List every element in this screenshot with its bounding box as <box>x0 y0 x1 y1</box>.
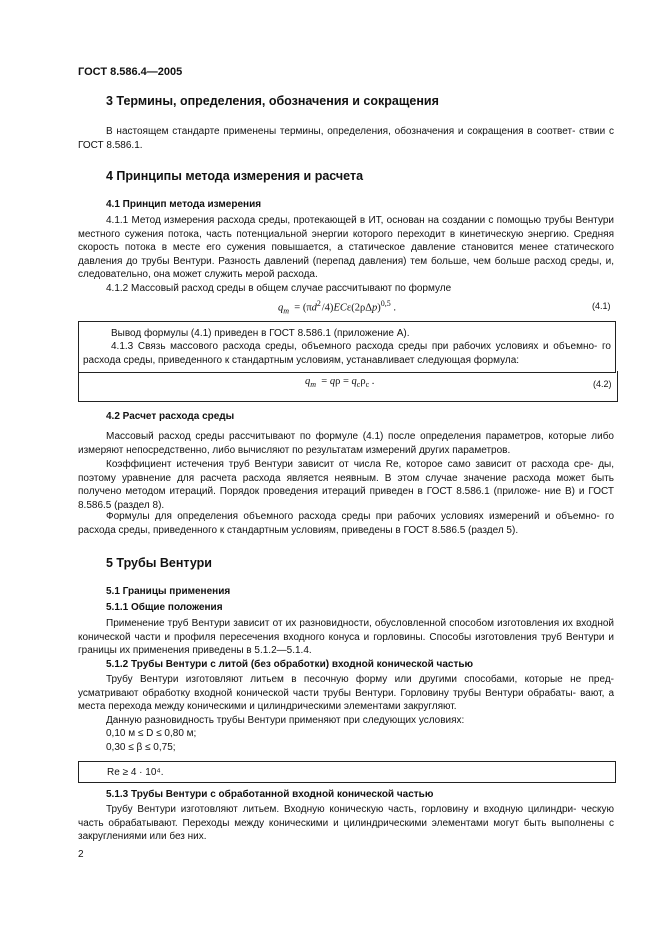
paragraph-4-1-2: 4.1.2 Массовый расход среды в общем случае рассчитывают по формуле <box>106 283 452 294</box>
condition-re-box <box>78 761 616 783</box>
formula-4-2: $q_m = q\rho = q_c\rho_c$ . <box>305 376 375 390</box>
condition-diameter: 0,10 м ≤ D ≤ 0,80 м; <box>106 728 197 739</box>
paragraph-5-1-1: Применение труб Вентури зависит от их разновидности, обусловленной способом изготовления их входной конической части и профиля пересечения входного конуса и горловины. Способы изготовления труб Вентури и границы их применения приведены в 5.1.2—5.1.4. <box>78 618 614 657</box>
section-3-text: В настоящем стандарте применены термины, определения, обозначения и сокращения в соответ- ствии с ГОСТ 8.586.1. <box>78 126 614 151</box>
box-derivation-note: Вывод формулы (4.1) приведен в ГОСТ 8.586.1 (приложение А). <box>111 328 410 339</box>
subsection-5-1-1-title: 5.1.1 Общие положения <box>106 602 223 613</box>
condition-reynolds: Re ≥ 4 · 10⁴. <box>107 767 164 778</box>
paragraph-4-2-a: Массовый расход среды рассчитывают по формуле (4.1) после определения параметров, которые либо измеряют непосредственно, либо вычисляют по результатам измерений других параметров. <box>78 431 614 456</box>
formula-4-1-number: (4.1) <box>592 301 611 311</box>
paragraph-4-2-c: Формулы для определения объемного расхода среды при рабочих условиях измерений и объемно- го расхода среды, приведенного к стандартным условиям, приведены в ГОСТ 8.586.5 (раздел 5). <box>78 511 614 536</box>
paragraph-4-1-1: 4.1.1 Метод измерения расхода среды, протекающей в ИТ, основан на создании с помощью трубы Вентури местного сужения потока, часть потенциальной энергии которого переходит в кинетическую энергию. Средняя скорость потока в месте его сужения повышается, а статическое давление становится менее статического давления до трубы Вентури. Разность давлений (перепад давления) тем больше, чем больше расход среды, и, следовательно, она может служить мерой расхода. <box>78 215 614 281</box>
paragraph-5-1-2-b: Данную разновидность трубы Вентури применяют при следующих условиях: <box>106 715 465 726</box>
section-3-title: 3 Термины, определения, обозначения и сокращения <box>106 94 439 108</box>
paragraph-4-1-3: 4.1.3 Связь массового расхода среды, объемного расхода среды при рабочих условиях и объемно- го расхода среды, приведенного к стандартным условиям, устанавливает следующая формула: <box>83 341 611 366</box>
info-box-formula-row <box>78 371 618 402</box>
section-5-title: 5 Трубы Вентури <box>106 556 212 570</box>
section-4-title: 4 Принципы метода измерения и расчета <box>106 169 364 183</box>
subsection-4-1-title: 4.1 Принцип метода измерения <box>106 199 262 210</box>
info-box-formula-4-2 <box>78 321 616 373</box>
page-number: 2 <box>78 849 84 860</box>
document-header: ГОСТ 8.586.4—2005 <box>78 66 183 78</box>
subsection-4-2-title: 4.2 Расчет расхода среды <box>106 411 235 422</box>
paragraph-5-1-2-a: Трубу Вентури изготовляют литьем в песочную форму или другими способами, которые не пред- усматривают обработку входной конической части трубы Вентури. Горловину трубы Вентури обрабаты- вают, а места перехода между коническими и цилиндрическими элементами закругляют. <box>78 674 614 713</box>
paragraph-4-2-b: Коэффициент истечения труб Вентури зависит от числа Re, которое само зависит от расхода сре- ды, поэтому уравнение для расчета расхода является неявным. В этом случае значение расхода может быть получено методом итераций. Порядок проведения итераций приведен в ГОСТ 8.586.1 (приложе- ние В) и ГОСТ 8.586.5 (раздел 8). <box>78 459 614 511</box>
paragraph-5-1-3: Трубу Вентури изготовляют литьем. Входную коническую часть, горловину и входную цилиндри- ческую часть обрабатывают. Переходы между коническими и цилиндрическими элементами могут быть выполнены с закруглениями или без них. <box>78 804 614 843</box>
condition-beta: 0,30 ≤ β ≤ 0,75; <box>106 742 176 753</box>
subsection-5-1-3-title: 5.1.3 Трубы Вентури с обработанной входной конической частью <box>106 789 434 800</box>
subsection-5-1-title: 5.1 Границы применения <box>106 586 231 597</box>
subsection-5-1-2-title: 5.1.2 Трубы Вентури с литой (без обработки) входной конической частью <box>106 659 474 670</box>
formula-4-1: $q_m = (\pi d^2$ $/4)EC\varepsilon(2\rho\Delta p)^{0,5}$ . <box>278 299 397 316</box>
formula-4-2-number: (4.2) <box>593 379 612 389</box>
